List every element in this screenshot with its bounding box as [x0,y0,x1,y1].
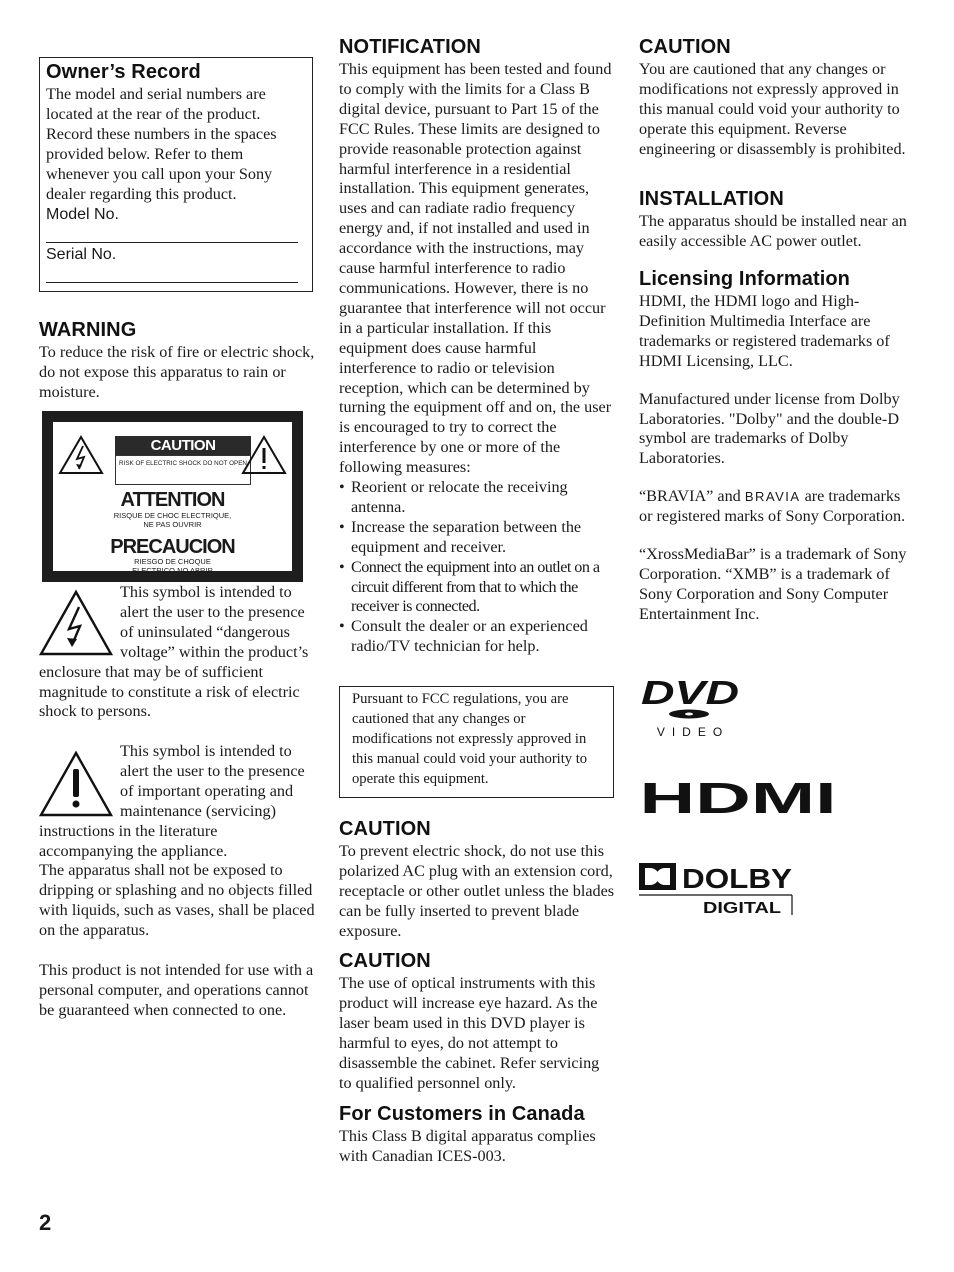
caution-changes-text: You are cautioned that any changes or modifications not expressly approved in this manual could void your authority to operate this equipment. Reverse engineering or disassembly is prohibited. [639,60,906,158]
dolby-logo-sub: DIGITAL [703,900,782,917]
list-item: • Increase the separation between the equipment and receiver. [339,518,615,558]
caution-changes-section [639,35,915,160]
hdmi-logo [639,779,838,815]
caution-changes-title: CAUTION [639,36,731,58]
model-number-label: Model No. [46,206,119,223]
dolby-logo-mark: DOLBY [682,863,793,894]
voltage-symbol-text: This symbol is intended to alert the user to the presence of uninsulated “dangerous voltage” within the product’s enclosure that may be of sufficient magnitude to constitute a risk of electric shock to persons. [39,583,309,721]
exclamation-symbol-block [39,742,315,1021]
fcc-regulations-box [339,686,614,798]
dvd-logo-icon [639,676,741,740]
owners-record-box [39,57,313,292]
owners-record-title: Owner’s Record [46,61,201,83]
caution-optical-section [339,949,615,1093]
warning-text: To reduce the risk of fire or electric shock, do not expose this apparatus to rain or moisture. [39,343,315,401]
installation-title: INSTALLATION [639,188,784,210]
caution-optical-title: CAUTION [339,950,431,972]
label-caution-sub: RISK OF ELECTRIC SHOCK DO NOT OPEN [115,455,251,485]
licensing-hdmi-text: HDMI, the HDMI logo and High-Definition Multimedia Interface are trademarks or registered trademarks of HDMI Licensing, LLC. [639,292,890,370]
page-number: 2 [39,1210,52,1235]
installation-section [639,187,915,252]
dvd-video-logo [639,676,741,740]
label-attention-sub: RISQUE DE CHOC ELECTRIQUE, NE PAS OUVRIR [113,511,232,529]
licensing-xmb-text: “XrossMediaBar” is a trademark of Sony Corporation. “XMB” is a trademark of Sony Corporation and Sony Computer Entertainment Inc. [639,545,907,623]
notification-section [339,35,615,657]
voltage-symbol-block [39,583,315,722]
model-number-line [46,242,298,243]
exclamation-triangle-icon [39,750,114,818]
list-item: • Consult the dealer or an experienced radio/TV technician for help. [339,617,615,657]
dolby-logo-icon [639,861,797,917]
notification-measures-list [339,478,615,657]
label-precaucion-heading: PRECAUCION [110,536,235,558]
bravia-logo: BRAVIA [744,489,801,505]
warning-title: WARNING [39,319,137,341]
installation-text: The apparatus should be installed near an easily accessible AC power outlet. [639,212,907,250]
label-precaucion-sub: RIESGO DE CHOQUE ELECTRICO NO ABRIR [132,557,213,575]
hdmi-logo-mark: HDMI [639,779,837,815]
label-attention-heading: ATTENTION [120,489,225,511]
bravia-text-post: are trademarks or registered marks of Sony Corporation. [639,487,906,526]
dolby-digital-logo [639,861,797,917]
fcc-regulations-text: Pursuant to FCC regulations, you are cautioned that any changes or modifications not expressly approved in this manual could void your authority to operate this equipment. [352,691,588,787]
dvd-logo-sub: VIDEO [656,725,730,739]
caution-optical-text: The use of optical instruments with this product will increase eye hazard. As the laser beam used in this DVD player is harmful to eyes, do not attempt to disassemble the cabinet. Refer servicing to qualified personnel only. [339,974,600,1092]
owners-record-text: The model and serial numbers are located at the rear of the product. Record these numbers in the spaces provided below. Refer to them whenever you call upon your Sony dealer regarding this product. [46,85,277,203]
warning-section [39,318,315,403]
label-caution-heading: CAUTION [115,436,251,455]
licensing-title: Licensing Information [639,268,850,290]
licensing-section [639,267,915,625]
serial-number-label: Serial No. [46,246,117,263]
exclamation-symbol-text: This symbol is intended to alert the user to the presence of important operating and maintenance (servicing) instructions in the literature accompanying the appliance. [39,742,305,860]
exclamation-triangle-icon [241,435,287,475]
lightning-triangle-icon [39,589,114,657]
canada-title: For Customers in Canada [339,1103,585,1125]
canada-text: This Class B digital apparatus complies with Canadian ICES-003. [339,1127,596,1165]
canada-section [339,1102,615,1167]
caution-plug-title: CAUTION [339,818,431,840]
caution-label-image [42,411,303,582]
dripping-text: The apparatus shall not be exposed to dripping or splashing and no objects filled with liquids, such as vases, shall be placed on the apparatus. [39,861,315,940]
serial-number-line [46,282,298,283]
list-item: • Reorient or relocate the receiving antenna. [339,478,615,518]
hdmi-logo-icon [639,779,838,815]
list-item: • Connect the equipment into an outlet on a circuit different from that to which the receiver is connected. [339,558,615,618]
caution-plug-section [339,817,615,942]
caution-plug-text: To prevent electric shock, do not use this polarized AC plug with an extension cord, receptacle or other outlet unless the blades can be fully inserted to prevent blade exposure. [339,842,615,940]
dvd-logo-mark: DVD [641,676,739,711]
lightning-triangle-icon [58,435,104,475]
notification-text: This equipment has been tested and found to comply with the limits for a Class B digital device, pursuant to Part 15 of the FCC Rules. These limits are designed to provide reasonable protection against harmful interference in a residential installation. This equipment generates, uses and can radiate radio frequency energy and, if not installed and used in accordance with the instructions, may cause harmful interference to radio communications. However, there is no guarantee that interference will not occur in a particular installation. If this equipment does cause harmful interference to radio or television reception, which can be determined by turning the equipment off and on, the user is encouraged to try to correct the interference by one or more of the following measures: [339,60,612,477]
licensing-bravia-paragraph [639,487,915,527]
computer-use-text: This product is not intended for use with a personal computer, and operations cannot be guaranteed when connected to one. [39,960,314,1019]
notification-title: NOTIFICATION [339,36,481,58]
licensing-dolby-text: Manufactured under license from Dolby Laboratories. "Dolby" and the double-D symbol are trademarks of Dolby Laboratories. [639,389,900,468]
bravia-text-pre: “BRAVIA” and [639,487,741,506]
